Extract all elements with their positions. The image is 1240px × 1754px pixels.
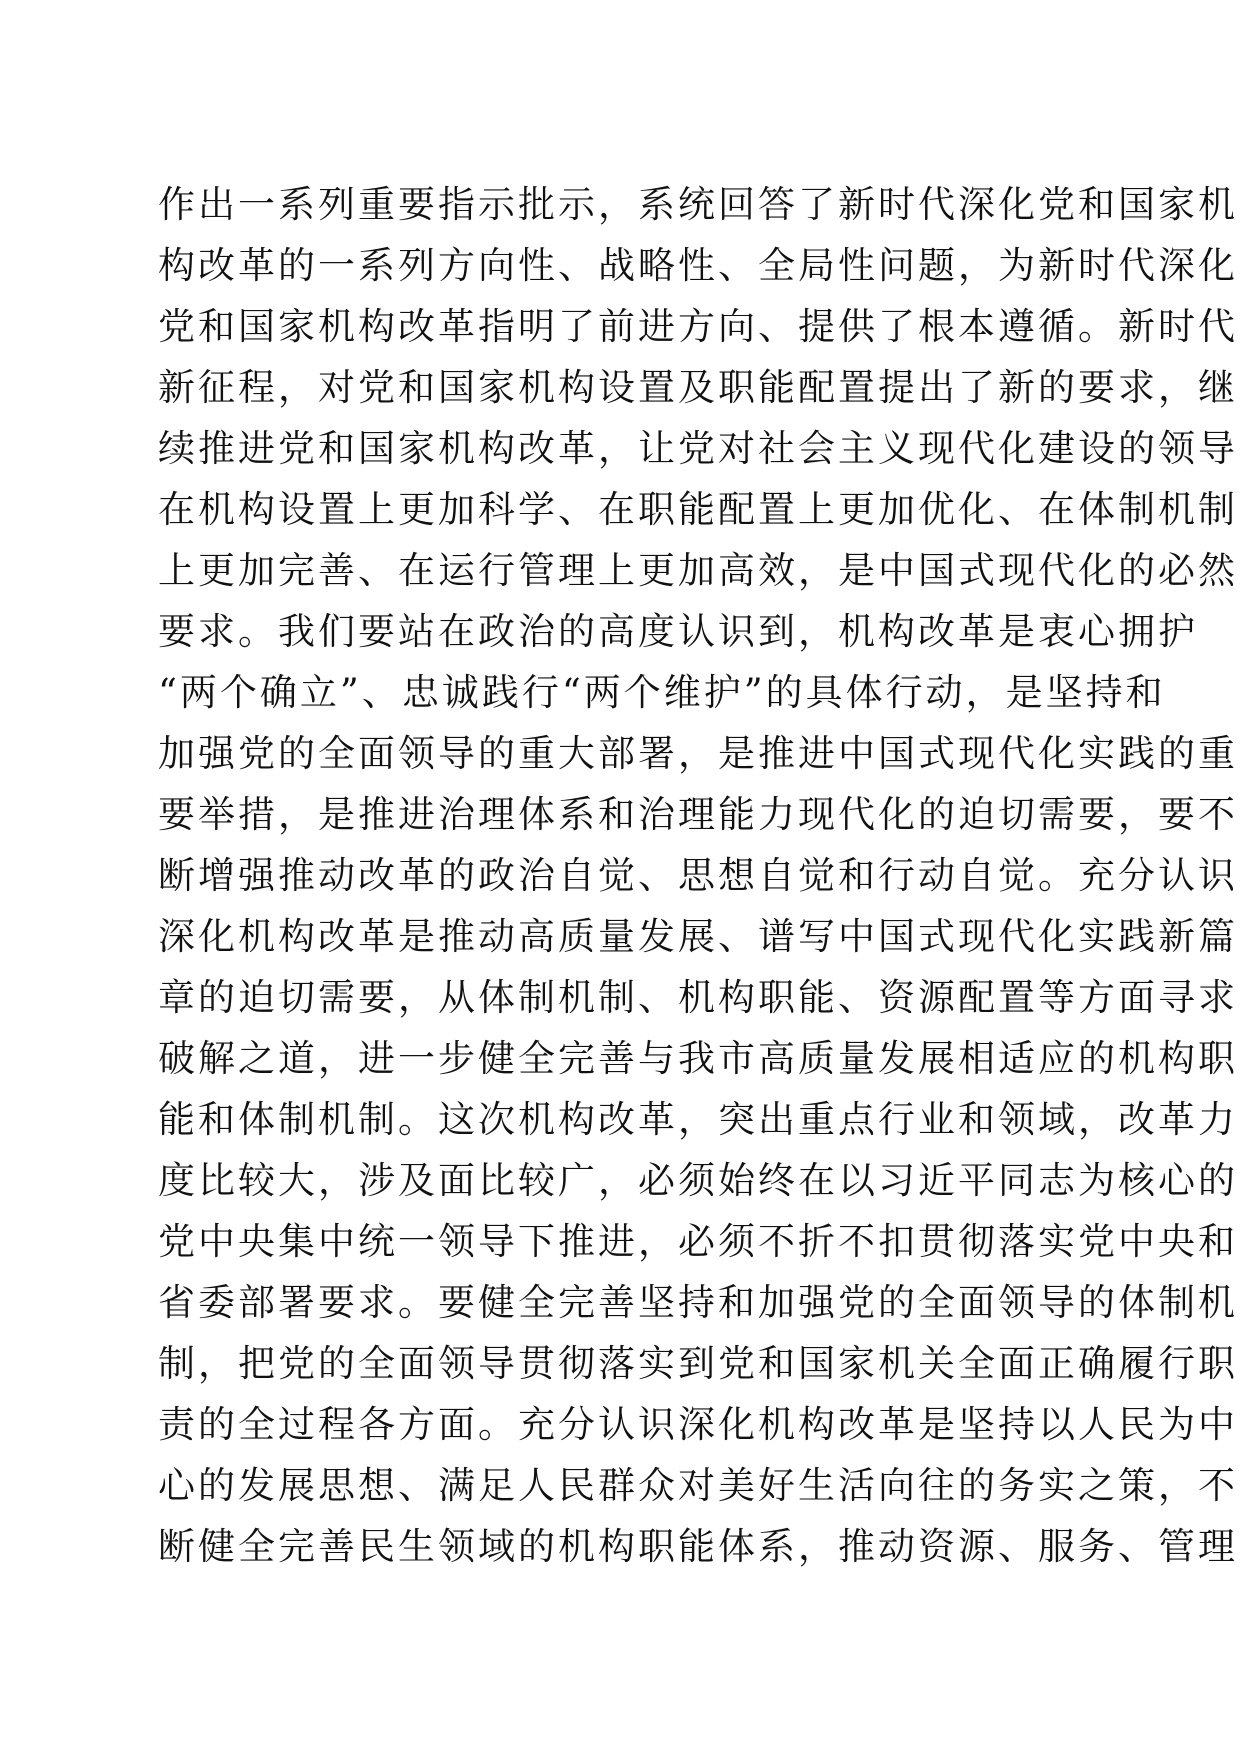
text-line: 断健全完善民生领域的机构职能体系，推动资源、服务、管理 xyxy=(158,1525,1238,1568)
text-line: 心的发展思想、满足人民群众对美好生活向往的务实之策，不 xyxy=(158,1464,1238,1507)
text-line: 加强党的全面领导的重大部署，是推进中国式现代化实践的重 xyxy=(158,732,1238,775)
text-line: 能和体制机制。这次机构改革，突出重点行业和领域，改革力 xyxy=(158,1098,1238,1141)
text-line: 新征程，对党和国家机构设置及职能配置提出了新的要求，继 xyxy=(158,366,1238,409)
text-line: 续推进党和国家机构改革，让党对社会主义现代化建设的领导 xyxy=(158,427,1238,470)
text-line: 党中央集中统一领导下推进，必须不折不扣贯彻落实党中央和 xyxy=(158,1220,1238,1263)
text-line: 章的迫切需要，从体制机制、机构职能、资源配置等方面寻求 xyxy=(158,976,1238,1019)
text-line: 责的全过程各方面。充分认识深化机构改革是坚持以人民为中 xyxy=(158,1403,1238,1446)
text-line: 构改革的一系列方向性、战略性、全局性问题，为新时代深化 xyxy=(158,244,1238,287)
text-line: 深化机构改革是推动高质量发展、谱写中国式现代化实践新篇 xyxy=(158,915,1238,958)
text-line: 制，把党的全面领导贯彻落实到党和国家机关全面正确履行职 xyxy=(158,1342,1238,1385)
body-paragraph xyxy=(158,174,1238,1577)
text-line: 省委部署要求。要健全完善坚持和加强党的全面领导的体制机 xyxy=(158,1281,1238,1324)
text-line: 上更加完善、在运行管理上更加高效，是中国式现代化的必然 xyxy=(158,549,1238,592)
text-line: 度比较大，涉及面比较广，必须始终在以习近平同志为核心的 xyxy=(158,1159,1238,1202)
text-line: 党和国家机构改革指明了前进方向、提供了根本遵循。新时代 xyxy=(158,305,1238,348)
text-line: “两个确立”、忠诚践行“两个维护”的具体行动，是坚持和 xyxy=(158,671,1166,714)
text-line: 在机构设置上更加科学、在职能配置上更加优化、在体制机制 xyxy=(158,488,1238,531)
text-line: 要求。我们要站在政治的高度认识到，机构改革是衷心拥护 xyxy=(158,610,1198,653)
text-line: 断增强推动改革的政治自觉、思想自觉和行动自觉。充分认识 xyxy=(158,854,1238,897)
text-line: 作出一系列重要指示批示，系统回答了新时代深化党和国家机 xyxy=(158,183,1238,226)
text-line: 破解之道，进一步健全完善与我市高质量发展相适应的机构职 xyxy=(158,1037,1238,1080)
text-line: 要举措，是推进治理体系和治理能力现代化的迫切需要，要不 xyxy=(158,793,1238,836)
